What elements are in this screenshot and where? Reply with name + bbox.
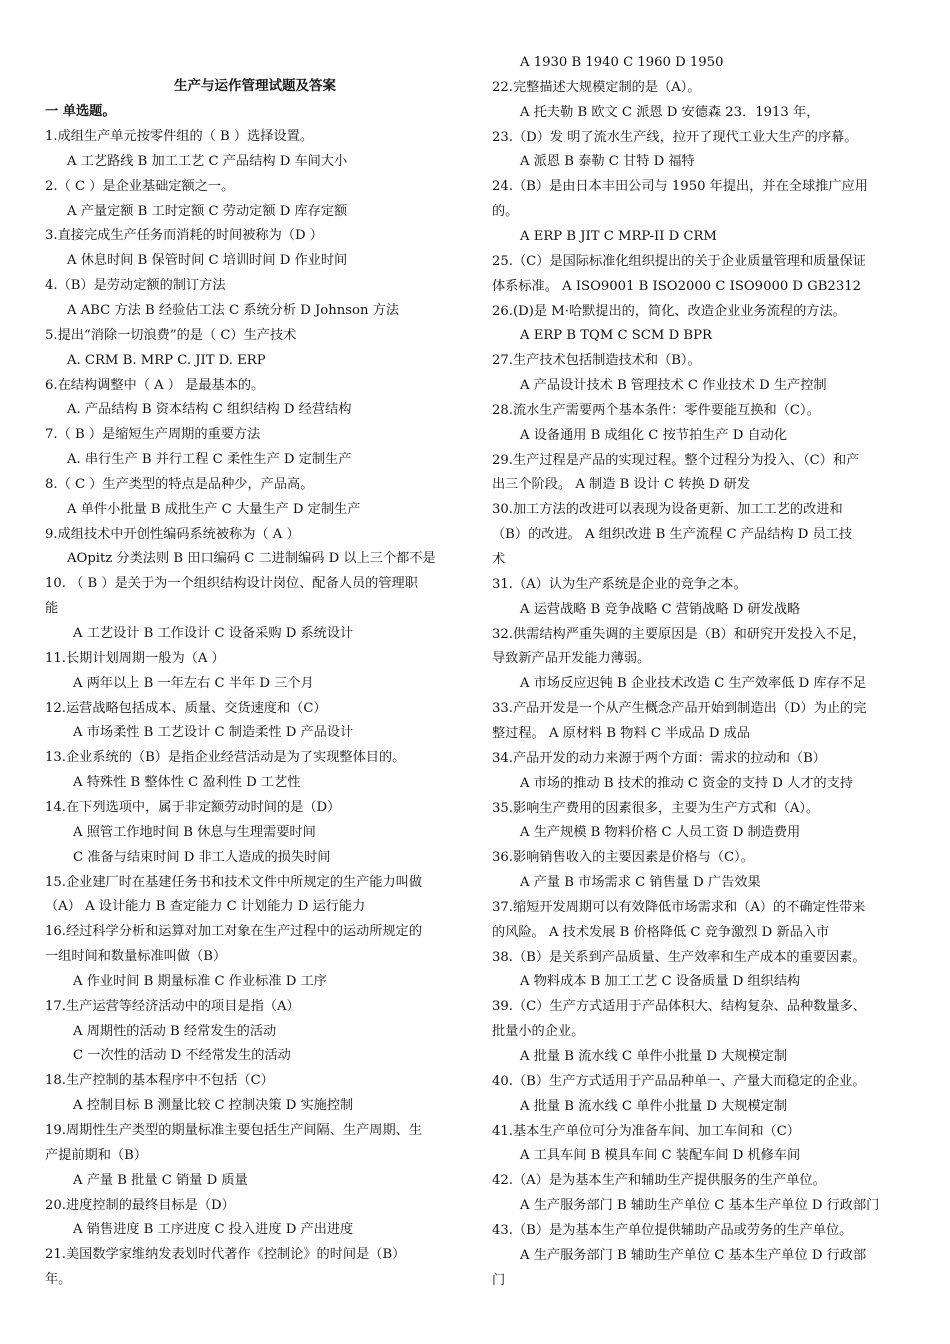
left-text-line: AOpitz 分类法则 B 田口编码 C 二进制编码 D 以上三个都不是	[67, 551, 436, 567]
left-text-line: C 一次性的活动 D 不经常发生的活动	[73, 1048, 291, 1064]
left-text-line: 19.周期性生产类型的期量标准主要包括生产间隔、生产周期、生	[45, 1123, 423, 1138]
right-text-line: 出三个阶段。 A 制造 B 设计 C 转换 D 研发	[492, 477, 751, 493]
document-title: 生产与运作管理试题及答案	[174, 78, 336, 94]
left-text-line: 8.（ C ）生产类型的特点是品种少，产品高。	[45, 476, 314, 492]
left-text-line: 17.生产运营等经济活动中的项目是指（A）	[45, 998, 300, 1014]
right-text-line: A ERP B JIT C MRP-II D CRM	[520, 228, 717, 244]
right-text-line: 41.基本生产单位可分为准备车间、加工车间和（C）	[492, 1123, 800, 1139]
right-text-line: 43.（B）是为基本生产单位提供辅助产品或劳务的生产单位。	[492, 1222, 853, 1238]
right-text-line: 27.生产技术包括制造技术和（B）。	[492, 353, 701, 369]
right-text-line: A 运营战略 B 竞争战略 C 营销战略 D 研发战略	[520, 601, 801, 617]
left-text-line: 21.美国数学家维纳发表划时代著作《控制论》的时间是（B）	[45, 1247, 406, 1263]
right-text-line: A 产量 B 市场需求 C 销售量 D 广告效果	[520, 875, 761, 891]
left-text-line: A 作业时间 B 期量标准 C 作业标准 D 工序	[73, 973, 327, 989]
left-text-line: A 工艺路线 B 加工工艺 C 产品结构 D 车间大小	[67, 153, 348, 169]
right-text-line: A 市场的推动 B 技术的推动 C 资金的支持 D 人才的支持	[520, 775, 853, 791]
left-text-line: A 休息时间 B 保管时间 C 培训时间 D 作业时间	[67, 253, 348, 269]
right-text-line: A 生产服务部门 B 辅助生产单位 C 基本生产单位 D 行政部门	[520, 1198, 880, 1214]
right-text-line: 34.产品开发的动力来源于两个方面：需求的拉动和（B）	[492, 750, 826, 766]
left-text-line: 一组时间和数量标准叫做（B）	[45, 949, 227, 965]
left-text-line: A 销售进度 B 工序进度 C 投入进度 D 产出进度	[73, 1222, 354, 1238]
right-text-line: 导致新产品开发能力薄弱。	[492, 651, 651, 667]
right-text-line: 22.完整描述大规模定制的是（A）。	[492, 79, 701, 95]
right-text-line: A 1930 B 1940 C 1960 D 1950	[520, 55, 724, 70]
left-text-line: A. 产品结构 B 资本结构 C 组织结构 D 经营结构	[67, 402, 352, 418]
left-text-line: （A） A 设计能力 B 查定能力 C 计划能力 D 运行能力	[45, 899, 366, 915]
right-text-line: 批量小的企业。	[492, 1024, 585, 1040]
right-text-line: A ERP B TQM C SCM D BPR	[520, 328, 712, 344]
right-text-line: A 工具车间 B 模具车间 C 装配车间 D 机修车间	[520, 1148, 801, 1164]
left-text-line: A 特殊性 B 整体性 C 盈利性 D 工艺性	[73, 775, 301, 791]
right-text-line: 29.生产过程是产品的实现过程。整个过程分为投入、（C）和产	[492, 452, 860, 468]
right-text-line: 26.(D)是 M·哈默提出的，简化、改造企业业务流程的方法。	[492, 303, 846, 319]
left-text-line: A 工艺设计 B 工作设计 C 设备采购 D 系统设计	[73, 626, 354, 641]
right-text-line: A 生产规模 B 物料价格 C 人员工资 D 制造费用	[520, 825, 801, 841]
right-text-line: A 批量 B 流水线 C 单件小批量 D 大规模定制	[520, 1098, 788, 1114]
left-text-line: A. 串行生产 B 并行工程 C 柔性生产 D 定制生产	[67, 452, 352, 468]
right-text-line: 38.（B）是关系到产品质量、生产效率和生产成本的重要因素。	[492, 949, 866, 965]
right-text-line: 的风险。 A 技术发展 B 价格降低 C 竞争激烈 D 新品入市	[492, 924, 830, 940]
left-text-line: 20.进度控制的最终目标是（D）	[45, 1197, 235, 1213]
right-text-line: A 产品设计技术 B 管理技术 C 作业技术 D 生产控制	[520, 378, 827, 394]
left-text-line: A 市场柔性 B 工艺设计 C 制造柔性 D 产品设计	[73, 725, 354, 741]
left-text-line: 16.经过科学分析和运算对加工对象在生产过程中的运动所规定的	[45, 924, 423, 940]
left-text-line: A 照管工作地时间 B 休息与生理需要时间	[73, 824, 316, 840]
right-text-line: 40.（B）生产方式适用于产品品种单一、产量大而稳定的企业。	[492, 1073, 866, 1089]
right-text-line: 31.（A）认为生产系统是企业的竞争之本。	[492, 576, 747, 592]
left-text-line: 3.直接完成生产任务而消耗的时间被称为（D ）	[45, 228, 323, 244]
right-text-line: 42.（A）是为基本生产和辅助生产提供服务的生产单位。	[492, 1173, 826, 1189]
left-text-line: 12.运营战略包括成本、质量、交货速度和（C）	[45, 700, 327, 716]
right-text-line: 体系标准。 A ISO9001 B ISO2000 C ISO9000 D GB2312	[492, 278, 861, 294]
right-text-line: 30.加工方法的改进可以表现为设备更新、加工工艺的改进和	[492, 502, 843, 518]
left-text-line: 14.在下列选项中，属于非定额劳动时间的是（D）	[45, 799, 341, 815]
right-text-line: 35.影响生产费用的因素很多，主要为生产方式和（A）。	[492, 800, 820, 816]
right-text-line: 25.（C）是国际标准化组织提出的关于企业质量管理和质量保证	[492, 253, 866, 269]
left-text-line: 9.成组技术中开创性编码系统被称为（ A ）	[45, 526, 300, 542]
left-text-line: 产提前期和（B）	[45, 1147, 148, 1163]
left-text-line: 18.生产控制的基本程序中不包括（C）	[45, 1073, 274, 1089]
left-text-line: 7.（ B ）是缩短生产周期的重要方法	[45, 427, 261, 443]
right-text-line: A 市场反应迟钝 B 企业技术改造 C 生产效率低 D 库存不足	[520, 676, 867, 692]
left-text-line: A. CRM B. MRP C. JIT D. ERP	[67, 352, 266, 368]
right-text-line: 32.供需结构严重失调的主要原因是（B）和研究开发投入不足，	[492, 626, 866, 642]
right-text-line: 的。	[492, 204, 519, 220]
left-text-line: A 两年以上 B 一年左右 C 半年 D 三个月	[73, 675, 314, 691]
left-text-line: A 单件小批量 B 成批生产 C 大量生产 D 定制生产	[67, 501, 361, 517]
left-text-line: 13.企业系统的（B）是指企业经营活动是为了实现整体目的。	[45, 750, 406, 766]
right-text-line: A 派恩 B 泰勒 C 甘特 D 福特	[520, 154, 695, 170]
right-text-line: 37.缩短开发周期可以有效降低市场需求和（A）的不确定性带来	[492, 899, 866, 915]
right-text-line: A 托夫勒 B 欧文 C 派恩 D 安德森 23．1913 年，	[520, 104, 820, 120]
left-text-line: A ABC 方法 B 经验估工法 C 系统分析 D Johnson 方法	[67, 302, 400, 318]
right-text-line: 整过程。 A 原材料 B 物料 C 半成品 D 成品	[492, 725, 751, 741]
right-text-line: A 批量 B 流水线 C 单件小批量 D 大规模定制	[520, 1049, 788, 1064]
left-text-line: 5.提出“消除一切浪费”的是（ C）生产技术	[45, 327, 297, 343]
right-text-line: A 设备通用 B 成组化 C 按节拍生产 D 自动化	[520, 427, 788, 443]
left-text-line: 1.成组生产单元按零件组的（ B ）选择设置。	[45, 129, 314, 144]
right-text-line: 24.（B）是由日本丰田公司与 1950 年提出，并在全球推广应用	[492, 179, 868, 195]
left-text-line: A 产量 B 批量 C 销量 D 质量	[73, 1172, 248, 1188]
left-text-line: 6.在结构调整中（ A ） 是最基本的。	[45, 377, 265, 393]
right-text-line: 33.产品开发是一个从产生概念产品开始到制造出（D）为止的完	[492, 701, 867, 717]
left-text-line: A 周期性的活动 B 经常发生的活动	[73, 1023, 277, 1039]
left-text-line: 年。	[45, 1272, 72, 1288]
right-text-line: 术	[492, 552, 506, 567]
left-text-line: A 产量定额 B 工时定额 C 劳动定额 D 库存定额	[67, 203, 348, 219]
left-text-line: A 控制目标 B 测量比较 C 控制决策 D 实施控制	[73, 1098, 354, 1114]
right-text-line: 39.（C）生产方式适用于产品体积大、结构复杂、品种数量多、	[492, 999, 866, 1015]
right-text-line: A 生产服务部门 B 辅助生产单位 C 基本生产单位 D 行政部	[520, 1247, 867, 1263]
right-text-line: 门	[492, 1272, 506, 1288]
left-text-line: C 准备与结束时间 D 非工人造成的损失时间	[73, 849, 331, 865]
right-text-line: （B）的改进。 A 组织改进 B 生产流程 C 产品结构 D 员工技	[492, 527, 853, 543]
left-text-line: 11.长期计划周期一般为（A ）	[45, 650, 225, 666]
right-text-line: A 物料成本 B 加工工艺 C 设备质量 D 组织结构	[520, 974, 801, 990]
left-text-line: 15.企业建厂时在基建任务书和技术文件中所规定的生产能力叫做	[45, 874, 423, 890]
left-text-line: 4.（B）是劳动定额的制订方法	[45, 278, 226, 294]
right-text-line: 36.影响销售收入的主要因素是价格与（C）。	[492, 850, 754, 866]
right-text-line: 23.（D）发 明了流水生产线，拉开了现代工业大生产的序幕。	[492, 129, 858, 145]
right-text-line: 28.流水生产需要两个基本条件：零件要能互换和（C）。	[492, 402, 820, 418]
left-text-line: 2.（ C ）是企业基础定额之一。	[45, 178, 235, 194]
left-text-line: 10. （ B ）是关于为一个组织结构设计岗位、配备人员的管理职	[45, 576, 418, 592]
section-heading: 一 单选题。	[45, 104, 116, 119]
left-text-line: 能	[45, 601, 59, 617]
